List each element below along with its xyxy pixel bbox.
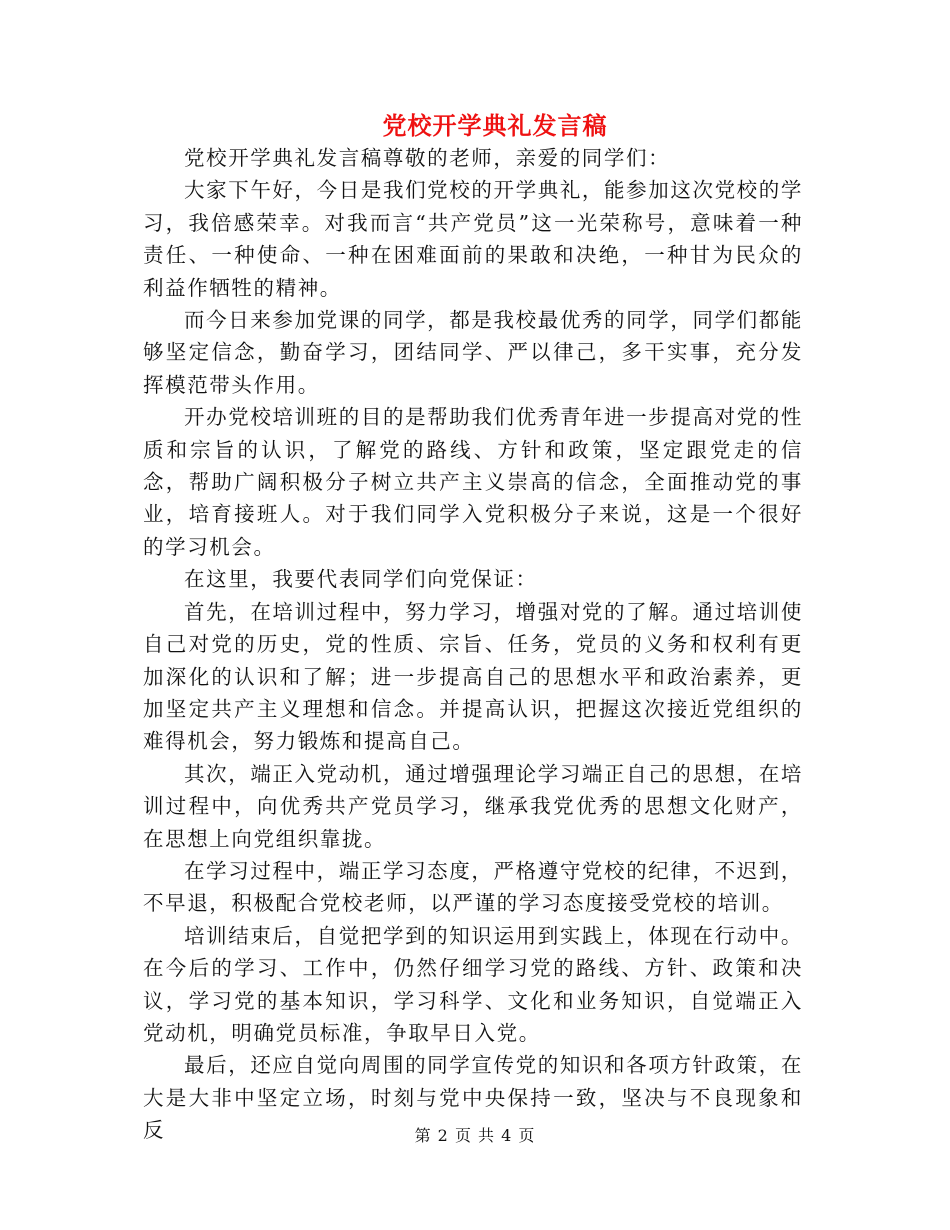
paragraph: 在学习过程中，端正学习态度，严格遵守党校的纪律，不迟到，不早退，积极配合党校老师，以严谨的学习态度接受党校的培训。 — [143, 858, 803, 916]
paragraph: 首先，在培训过程中，努力学习，增强对党的了解。通过培训使自己对党的历史，党的性质、宗旨、任务，党员的义务和权利有更加深化的认识和了解；进一步提高自己的思想水平和政治素养，更加坚定共产主义理想和信念。并提高认识，把握这次接近党组织的难得机会，努力锻炼和提高自己。 — [143, 599, 803, 754]
paragraph: 在这里，我要代表同学们向党保证： — [184, 567, 538, 592]
document-body — [143, 142, 803, 1147]
paragraph: 大家下午好，今日是我们党校的开学典礼，能参加这次党校的学习，我倍感荣幸。对我而言“共产党员”这一光荣称号，意味着一种责任、一种使命、一种在困难面前的果敢和决绝，一种甘为民众的利益作牺牲的精神。 — [143, 178, 803, 300]
paragraph: 最后，还应自觉向周围的同学宣传党的知识和各项方针政策，在大是大非中坚定立场，时刻与党中央保持一致，坚决与不良现象和反 — [143, 1053, 803, 1143]
document-title: 党校开学典礼发言稿 — [382, 111, 608, 140]
paragraph: 开办党校培训班的目的是帮助我们优秀青年进一步提高对党的性质和宗旨的认识，了解党的路线、方针和政策，坚定跟党走的信念，帮助广阔积极分子树立共产主义崇高的信念，全面推动党的事业，培育接班人。对于我们同学入党积极分子来说，这是一个很好的学习机会。 — [143, 405, 803, 559]
paragraph: 其次，端正入党动机，通过增强理论学习端正自己的思想，在培训过程中，向优秀共产党员学习，继承我党优秀的思想文化财产，在思想上向党组织靠拢。 — [143, 761, 803, 851]
paragraph: 培训结束后，自觉把学到的知识运用到实践上，体现在行动中。在今后的学习、工作中，仍然仔细学习党的路线、方针、政策和决议，学习党的基本知识，学习科学、文化和业务知识，自觉端正入党动机，明确党员标准，争取早日入党。 — [143, 923, 803, 1045]
paragraph: 而今日来参加党课的同学，都是我校最优秀的同学，同学们都能够坚定信念，勤奋学习，团结同学、严以律己，多干实事，充分发挥模范带头作用。 — [143, 308, 803, 397]
paragraph-greeting: 党校开学典礼发言稿尊敬的老师，亲爱的同学们： — [184, 146, 671, 170]
page-number-footer: 第 2 页 共 4 页 — [414, 1126, 536, 1145]
